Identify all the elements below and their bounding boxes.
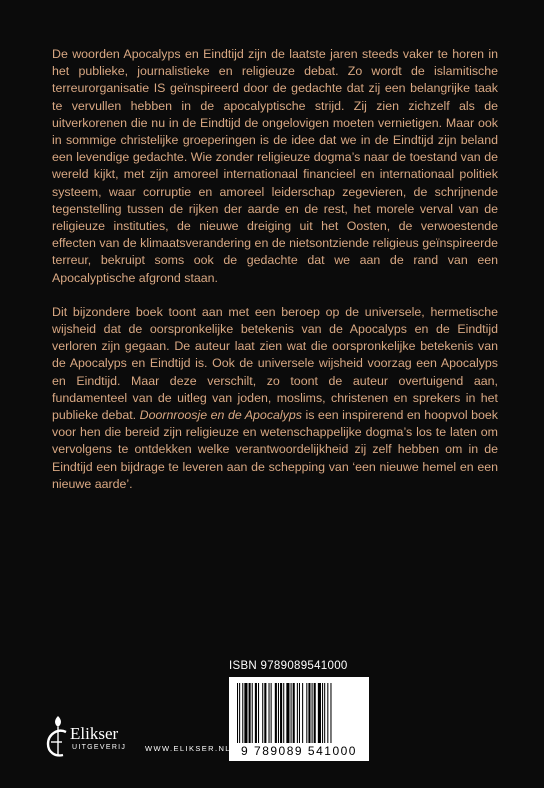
barcode-digits: 9 789089 541000 [241, 744, 357, 758]
publisher-subtitle: UITGEVERIJ [72, 744, 127, 751]
barcode-bar [308, 683, 310, 743]
book-title: Doornroosje en de Apocalyps [139, 408, 302, 423]
barcode-bar [239, 683, 240, 743]
barcode-bar [242, 683, 243, 743]
barcode-bar [286, 683, 289, 743]
blurb-paragraph-2-part-1: Dit bijzondere boek toont aan met een beroep op de universele, hermetische wijsheid dat de oorspronkelijke betekenis van de Apocalyps en de Eindtijd verloren zijn gegaan. De auteur laat zien wat die oorspronkelijke betekenis van de Apocalyps en Eindtijd is. Ook de universele wijsheid voorzag een Apocalyps en Eindtijd. Maar deze verschilt, zo toont de auteur overtuigend aan, fundamenteel van de uitleg van joden, moslims, christenen en sprekers in het publieke debat. [52, 304, 498, 423]
barcode-bar [280, 683, 282, 743]
barcode-bar [262, 683, 263, 743]
barcode-bar [252, 683, 253, 743]
barcode-bar [318, 683, 321, 743]
barcode-bar [249, 683, 251, 743]
barcode-bar [297, 683, 298, 743]
publisher-name: Elikser [70, 724, 119, 743]
barcode-bar [264, 683, 266, 743]
publisher-logo [42, 712, 127, 760]
blurb-paragraph-1: De woorden Apocalyps en Eindtijd zijn de laatste jaren steeds vaker te horen in het publieke, journalistieke en religieuze debat. Zo wordt de islamitische terreurorganisatie IS geïnspireerd door de gedachte dat zij een belangrijke taak te vervullen hebben in de apocalyptische strijd. Zij zien zichzelf als de uitverkorenen die nu in de Eindtijd de ongelovigen moeten vernietigen. Maar ook in sommige christelijke groeperingen is de idee dat we in de Eindtijd zijn beland een levendige gedachte. Wie zonder religieuze dogma’s naar de toestand van de wereld kijkt, met zijn amoreel internationaal financieel en internationaal politiek systeem, waar corruptie en amoreel leiderschap zegevieren, de schrijnende tegenstelling tussen de rijken der aarde en de rest, het morele verval van de religieuze instituties, de nieuwe dreiging uit het Oosten, de verwoestende effecten van de klimaatsverandering en de nietsontziende religieus geïnspireerde terreur, bekruipt soms ook de gedachte dat we aan de rand van een Apocalyptische afgrond staan. [52, 47, 498, 285]
barcode-bar [255, 683, 257, 743]
barcode-bar [327, 683, 328, 743]
barcode-bar [269, 683, 270, 743]
barcode-bar [312, 683, 313, 743]
barcode-bar [283, 683, 284, 743]
barcode-bar [306, 683, 307, 743]
barcode-bars [235, 683, 363, 743]
barcode-bar [322, 683, 323, 743]
elikser-logo-icon [42, 712, 72, 760]
barcode-bar [275, 683, 277, 743]
barcode-bar [293, 683, 295, 743]
barcode-bar [302, 683, 303, 743]
barcode-bar [314, 683, 316, 743]
barcode-bar [324, 683, 325, 743]
back-cover-blurb [52, 46, 498, 510]
blurb-paragraph-2-part-2: is een inspirerend en hoopvol boek voor hen die bereid zijn religieuze en wetenschappelijke dogma’s los te laten om vervolgens te ontdekken welke verantwoordelijkheid zij zelf hebben om in de Eindtijd een bijdrage te leveren aan de schepping van ‘een nieuwe hemel en een nieuwe aarde’. [52, 408, 498, 491]
barcode-bar [271, 683, 272, 743]
barcode-bar [237, 683, 238, 743]
barcode-bar [330, 683, 331, 743]
barcode-bar [258, 683, 259, 743]
isbn-barcode-block [229, 660, 369, 761]
barcode-bar [244, 683, 247, 743]
blurb-paragraph-2 [52, 304, 498, 493]
barcode [229, 677, 369, 761]
isbn-label: ISBN 9789089541000 [229, 660, 348, 672]
publisher-website: WWW.ELIKSER.NL [145, 744, 231, 753]
barcode-bar [299, 683, 300, 743]
barcode-bar [278, 683, 279, 743]
barcode-bar [291, 683, 292, 743]
